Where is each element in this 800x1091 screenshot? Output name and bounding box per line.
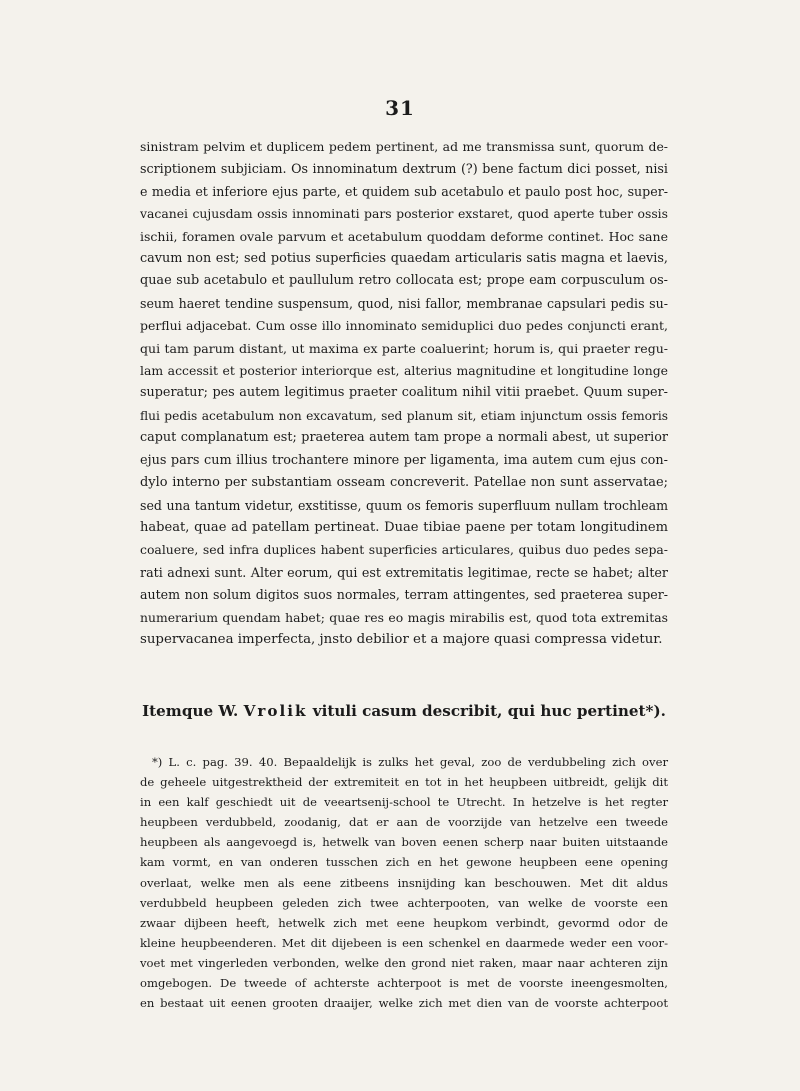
body-line: cavum non est; sed potius superficies quaedam articularis satis magna et laevis, xyxy=(140,251,668,267)
footnote-line: overlaat, welke men als eene zitbeens insnijding kan beschouwen. Met dit aldus xyxy=(140,875,668,890)
body-paragraph xyxy=(140,136,668,651)
body-line: ejus pars cum illius trochantere minore per ligamenta, ima autem cum ejus con- xyxy=(140,452,668,468)
heading-suffix: vituli casum describit, qui huc pertinet*). xyxy=(307,702,666,720)
body-line: coaluere, sed infra duplices habent superficies articulares, quibus duo pedes sepa- xyxy=(140,542,668,558)
body-line: dylo interno per substantiam osseam concreverit. Patellae non sunt asservatae; xyxy=(140,475,668,491)
footnote-line: verdubbeld heupbeen geleden zich twee achterpooten, van welke de voorste een xyxy=(140,895,668,910)
body-line: e media et inferiore ejus parte, et quidem sub acetabulo et paulo post hoc, super- xyxy=(140,183,668,199)
heading-prefix: Itemque W. xyxy=(142,702,244,720)
body-line: lam accessit et posterior interiorque est, alterius magnitudine et longitudine longe xyxy=(140,363,668,379)
footnote-line: kam vormt, en van onderen tusschen zich en het gewone heupbeen eene opening xyxy=(140,855,668,870)
footnote xyxy=(140,752,668,1013)
page-number: 31 xyxy=(385,96,415,120)
body-line: rati adnexi sunt. Alter eorum, qui est extremitatis legitimae, recte se habet; alter xyxy=(140,564,668,580)
body-line: vacanei cujusdam ossis innominati pars posterior exstaret, quod aperte tuber ossis xyxy=(140,206,668,222)
heading-author-name: Vrolik xyxy=(243,702,308,720)
body-line: quae sub acetabulo et paullulum retro collocata est; prope eam corpusculum os- xyxy=(140,273,668,289)
body-line: autem non solum digitos suos normales, terram attingentes, sed praeterea super- xyxy=(140,587,668,603)
body-line: caput complanatum est; praeterea autem tam prope a normali abest, ut superior xyxy=(140,430,668,446)
footnote-line: omgebogen. De tweede of achterste achterpoot is met de voorste ineengesmolten, xyxy=(140,976,668,991)
footnote-line: *) L. c. pag. 39. 40. Bepaaldelijk is zulks het geval, zoo de verdubbeling zich over xyxy=(152,755,668,769)
body-line: ischii, foramen ovale parvum et acetabulum quoddam deforme continet. Hoc sane xyxy=(140,228,668,244)
body-line: sed una tantum videtur, exstitisse, quum os femoris superfluum nullam trochleam xyxy=(140,497,668,513)
body-line: sinistram pelvim et duplicem pedem pertinent, ad me transmissa sunt, quorum de- xyxy=(140,139,668,154)
footnote-line: voet met vingerleden verbonden, welke den grond niet raken, maar naar achteren zijn xyxy=(140,955,668,970)
body-line: numerarium quendam habet; quae res eo magis mirabilis est, quod tota extremitas xyxy=(140,609,668,625)
footnote-line: zwaar dijbeen heeft, hetwelk zich met eene heupkom verbindt, gevormd odor de xyxy=(140,915,668,930)
footnote-line: kleine heupbeenderen. Met dit dijebeen is een schenkel en daarmede weder een voor- xyxy=(140,935,668,950)
footnote-line: en bestaat uit eenen grooten draaijer, welke zich met dien van de voorste achterpoot xyxy=(140,996,668,1011)
body-line: perflui adjacebat. Cum osse illo innominato semiduplici duo pedes conjuncti erant, xyxy=(140,318,668,334)
footnote-line: heupbeen als aangevoegd is, hetwelk van boven eenen scherp naar buiten uitstaande xyxy=(140,835,668,850)
body-line: seum haeret tendine suspensum, quod, nisi fallor, membranae capsulari pedis su- xyxy=(140,295,668,311)
section-heading xyxy=(140,702,668,720)
footnote-line: heupbeen verdubbeld, zoodanig, dat er aan de voorzijde van hetzelve een tweede xyxy=(140,815,668,830)
body-line: supervacanea imperfecta, jnsto debilior et a majore quasi compressa videtur. xyxy=(140,631,663,647)
body-line: habeat, quae ad patellam pertineat. Duae tibiae paene per totam longitudinem xyxy=(140,519,668,535)
body-line: scriptionem subjiciam. Os innominatum dextrum (?) bene factum dici posset, nisi xyxy=(140,161,668,177)
body-line: qui tam parum distant, ut maxima ex parte coaluerint; horum is, qui praeter regu- xyxy=(140,340,668,356)
footnote-line: in een kalf geschiedt uit de veeartsenij-school te Utrecht. In hetzelve is het regter xyxy=(140,795,668,810)
footnote-line: de geheele uitgestrektheid der extremiteit en tot in het heupbeen uitbreidt, gelijk dit xyxy=(140,775,668,790)
body-line: superatur; pes autem legitimus praeter coalitum nihil vitii praebet. Quum super- xyxy=(140,385,668,401)
body-line: flui pedis acetabulum non excavatum, sed planum sit, etiam injunctum ossis femoris xyxy=(140,408,668,423)
